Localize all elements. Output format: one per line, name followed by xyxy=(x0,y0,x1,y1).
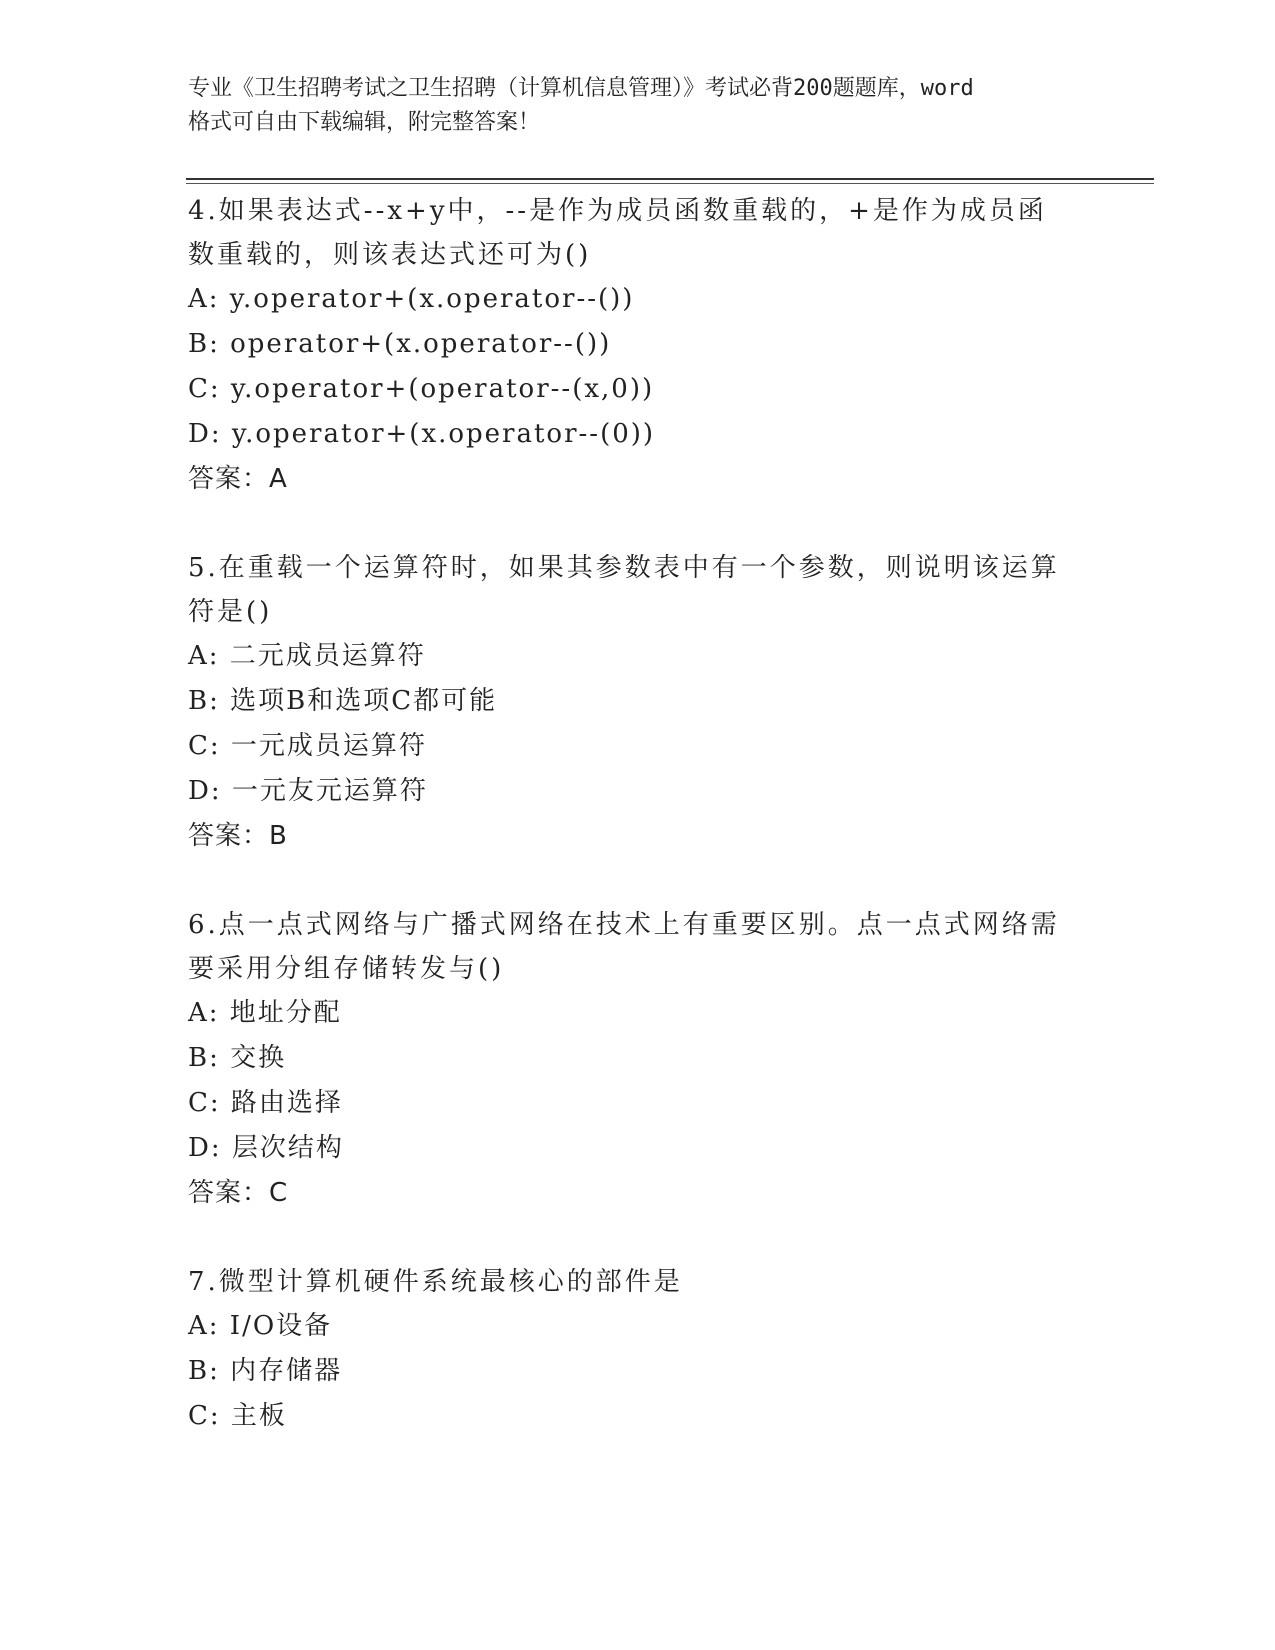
question-stem: 6.点一点式网络与广播式网络在技术上有重要区别。点一点式网络需要采用分组存储转发与() xyxy=(188,910,1060,984)
option-c: C: 路由选择 xyxy=(188,1088,343,1118)
question-7 xyxy=(188,1260,1088,1439)
question-spacer xyxy=(188,1216,1088,1260)
option-d: D: y.operator+(x.operator--(0)) xyxy=(188,419,656,449)
option-a: A: 二元成员运算符 xyxy=(188,641,426,671)
option-a: A: 地址分配 xyxy=(188,998,342,1028)
option-b: B: 选项B和选项C都可能 xyxy=(188,686,498,716)
option-c: C: y.operator+(operator--(x,0)) xyxy=(188,374,655,404)
answer-line: 答案：A xyxy=(188,464,288,494)
question-spacer xyxy=(188,502,1088,546)
option-a: A: y.operator+(x.operator--()) xyxy=(188,284,635,314)
option-b: B: 交换 xyxy=(188,1043,287,1073)
header-divider-thin xyxy=(186,183,1154,184)
question-5 xyxy=(188,546,1088,859)
question-spacer xyxy=(188,859,1088,903)
question-4 xyxy=(188,189,1088,502)
question-6 xyxy=(188,903,1088,1216)
option-a: A: I/O设备 xyxy=(188,1311,333,1341)
option-c: C: 主板 xyxy=(188,1401,287,1431)
answer-line: 答案：C xyxy=(188,1178,289,1208)
question-list xyxy=(188,189,1088,1439)
header-line-1: 专业《卫生招聘考试之卫生招聘（计算机信息管理）》考试必背200题题库，word xyxy=(188,76,974,101)
option-c: C: 一元成员运算符 xyxy=(188,731,427,761)
answer-line: 答案：B xyxy=(188,821,288,851)
document-header xyxy=(188,72,1088,140)
option-d: D: 一元友元运算符 xyxy=(188,776,428,806)
option-b: B: operator+(x.operator--()) xyxy=(188,329,612,359)
question-stem: 5.在重载一个运算符时，如果其参数表中有一个参数，则说明该运算符是() xyxy=(188,553,1060,627)
option-b: B: 内存储器 xyxy=(188,1356,343,1386)
option-d: D: 层次结构 xyxy=(188,1133,344,1163)
header-divider-thick xyxy=(186,178,1154,180)
question-stem: 4.如果表达式--x+y中，--是作为成员函数重载的，+是作为成员函数重载的，则该表达式还可为() xyxy=(188,196,1047,270)
header-line-2: 格式可自由下载编辑，附完整答案！ xyxy=(188,110,541,135)
question-stem: 7.微型计算机硬件系统最核心的部件是 xyxy=(188,1267,683,1297)
